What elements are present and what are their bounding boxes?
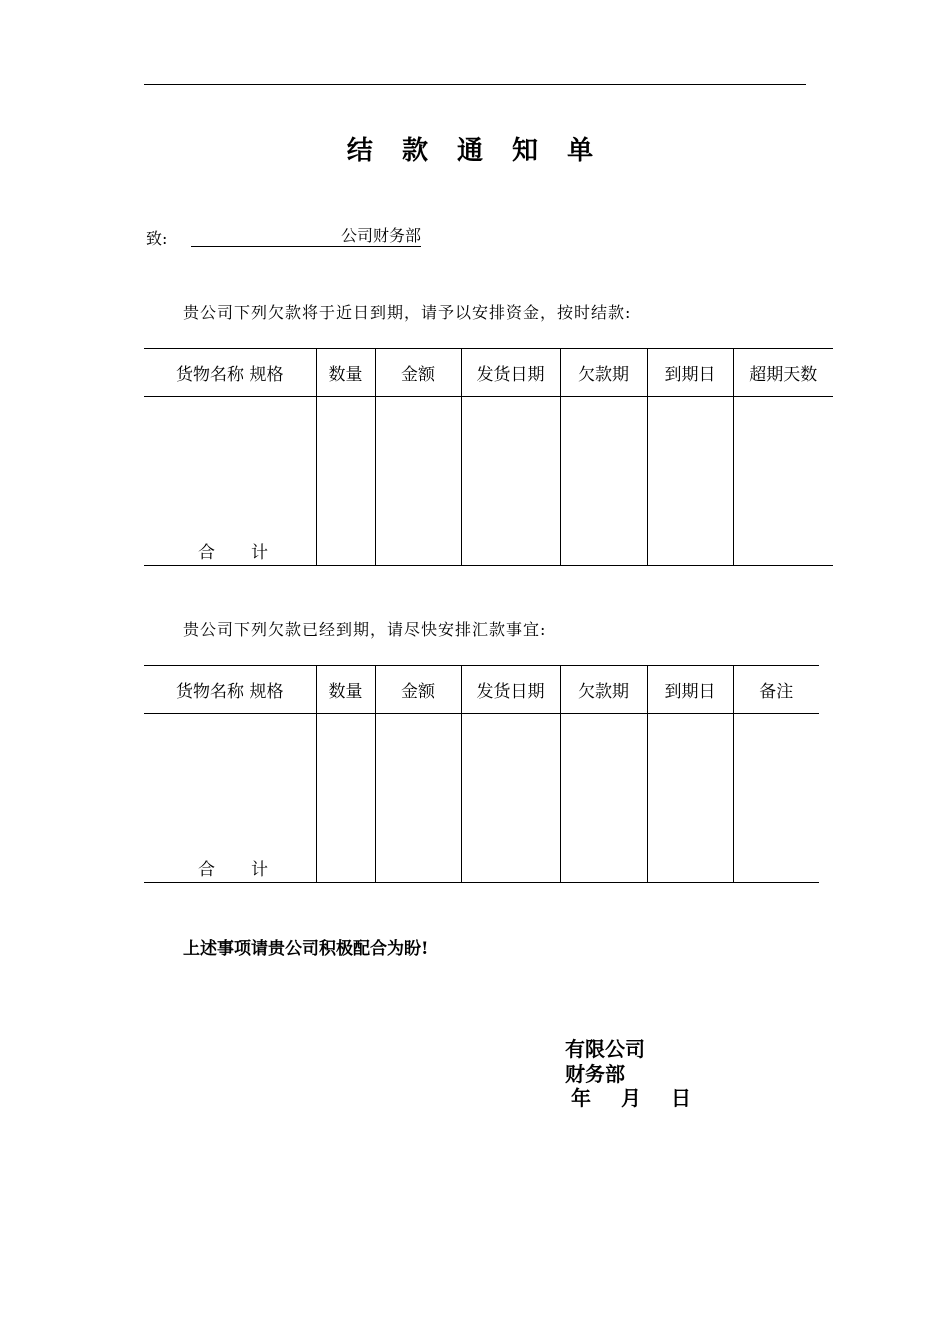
document-title: 结 款 通 知 单 xyxy=(346,136,604,166)
table-row xyxy=(144,714,819,883)
section1-intro: 贵公司下列欠款将于近日到期，请予以安排资金，按时结款: xyxy=(183,303,632,322)
header-due-date: 到期日 xyxy=(647,349,733,397)
header-amount: 金额 xyxy=(375,349,461,397)
table-cell xyxy=(560,397,647,566)
section2-intro: 贵公司下列欠款已经到期，请尽快安排汇款事宜: xyxy=(183,620,547,639)
date-day: 日 xyxy=(670,1086,691,1110)
overdue-debts-table xyxy=(144,665,819,883)
closing-remark: 上述事项请贵公司积极配合为盼! xyxy=(183,939,429,959)
table-header-row xyxy=(144,666,819,714)
table-cell xyxy=(375,714,461,883)
total-cell xyxy=(144,714,316,883)
header-due-date: 到期日 xyxy=(647,666,733,714)
header-ship-date: 发货日期 xyxy=(461,349,560,397)
signature-company: 有限公司 xyxy=(565,1037,645,1061)
total-label: 合 计 xyxy=(198,543,268,563)
total-label: 合 计 xyxy=(198,860,268,880)
table-cell xyxy=(461,714,560,883)
header-amount: 金额 xyxy=(375,666,461,714)
header-credit-period: 欠款期 xyxy=(560,349,647,397)
header-credit-period: 欠款期 xyxy=(560,666,647,714)
recipient-field: 公司财务部 xyxy=(191,226,421,247)
header-quantity: 数量 xyxy=(316,666,375,714)
header-rule xyxy=(144,84,806,85)
table-cell xyxy=(733,714,819,883)
total-cell xyxy=(144,397,316,566)
table-row xyxy=(144,397,833,566)
signature-department: 财务部 xyxy=(565,1062,625,1086)
table-cell xyxy=(461,397,560,566)
table-cell xyxy=(316,397,375,566)
header-ship-date: 发货日期 xyxy=(461,666,560,714)
recipient-label: 致: xyxy=(146,229,168,248)
header-remarks: 备注 xyxy=(733,666,819,714)
table-cell xyxy=(647,397,733,566)
upcoming-debts-table xyxy=(144,348,833,566)
date-year: 年 xyxy=(571,1086,591,1110)
header-goods-spec: 货物名称 规格 xyxy=(144,349,316,397)
signature-date xyxy=(571,1082,714,1111)
date-month: 月 xyxy=(620,1086,641,1110)
table-cell xyxy=(733,397,833,566)
header-overdue-days: 超期天数 xyxy=(733,349,833,397)
table-header-row xyxy=(144,349,833,397)
table-cell xyxy=(560,714,647,883)
table-cell xyxy=(647,714,733,883)
table-cell xyxy=(375,397,461,566)
header-goods-spec: 货物名称 规格 xyxy=(144,666,316,714)
header-quantity: 数量 xyxy=(316,349,375,397)
table-cell xyxy=(316,714,375,883)
